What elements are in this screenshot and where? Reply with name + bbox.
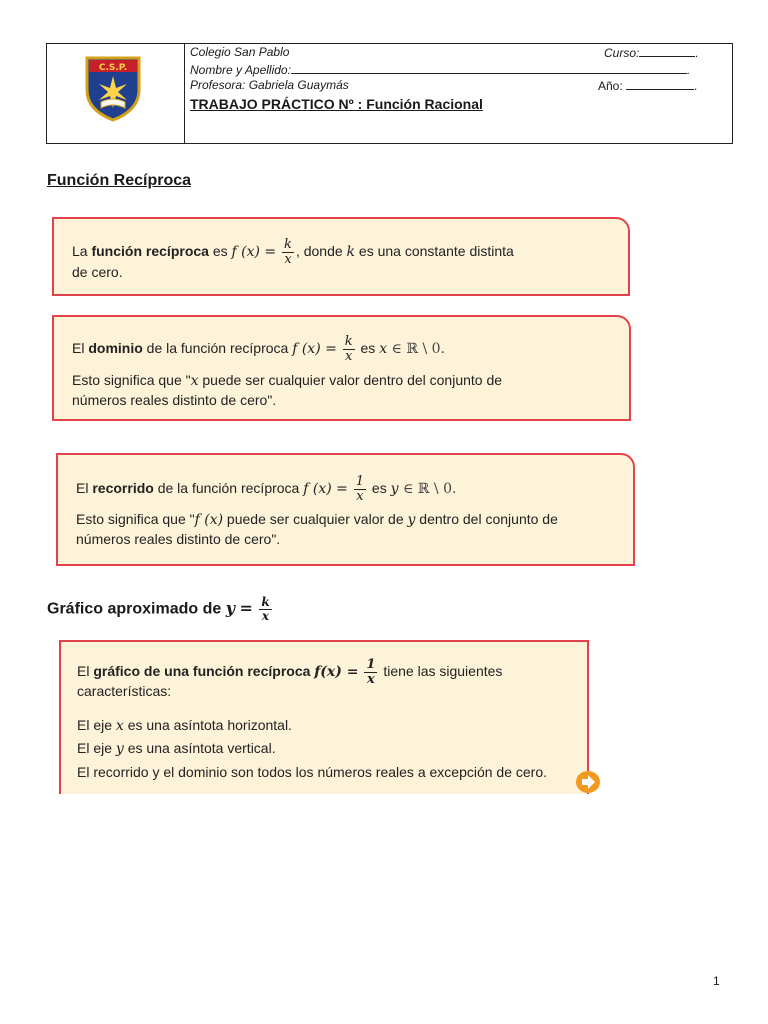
range-line-1: El recorrido de la función recíproca f (x) = $\frac{1}{x}$ es y ∈ ℝ \ 0.	[76, 474, 457, 504]
header-table	[46, 43, 733, 144]
section-heading-reciprocal: Función Recíproca	[47, 172, 192, 189]
course-blank	[639, 45, 695, 57]
school-logo	[83, 52, 143, 122]
course-field: Curso: .	[604, 46, 699, 60]
range-line-3: números reales distinto de cero".	[76, 531, 281, 547]
fraction-1-over-x: $\frac{1}{x}$	[366, 657, 376, 687]
name-blank	[291, 62, 687, 74]
fraction-k-over-x: $\frac{k}{x}$	[284, 237, 292, 267]
logo-lettering: C.S.P.	[98, 63, 128, 73]
range-line-2: Esto significa que "f (x) puede ser cualquier valor de y dentro del conjunto de	[76, 511, 558, 528]
domain-box	[52, 315, 631, 421]
arrow-right-icon	[576, 771, 600, 793]
teacher-name: Profesora: Gabriela Guaymás	[190, 78, 349, 92]
next-arrow-button[interactable]	[576, 771, 600, 793]
definition-line-2: de cero.	[72, 264, 123, 280]
domain-line-2: Esto significa que "x puede ser cualquier valor dentro del conjunto de	[72, 372, 503, 389]
definition-box	[52, 217, 630, 296]
year-blank	[626, 78, 694, 90]
school-name: Colegio San Pablo	[190, 45, 290, 59]
fraction-k-over-x: $\frac{k}{x}$	[344, 334, 353, 364]
graph-line-1: El gráfico de una función recíproca f(x) = $\frac{1}{x}$ tiene las siguientes	[77, 657, 503, 687]
range-box	[56, 453, 635, 566]
feature-horizontal-asymptote: El eje x es una asíntota horizontal.	[77, 717, 292, 734]
logo-cell	[47, 44, 185, 143]
page-number: 1	[713, 974, 720, 988]
section-heading-graph: Gráfico aproximado de y = $\frac{k}{x}$	[47, 595, 270, 623]
domain-line-3: números reales distinto de cero".	[72, 392, 277, 408]
worksheet-title: TRABAJO PRÁCTICO Nº : Función Racional	[190, 96, 483, 112]
feature-vertical-asymptote: El eje y es una asíntota vertical.	[77, 740, 276, 757]
definition-line-1: La función recíproca es f (x) = $\frac{k}{x}$ , donde k es una constante distinta	[72, 237, 514, 267]
name-field: Nombre y Apellido: .	[190, 63, 691, 77]
fraction-1-over-x: $\frac{1}{x}$	[355, 474, 365, 504]
graph-line-2: características:	[77, 683, 172, 699]
graph-features-box	[59, 640, 589, 794]
year-field: Año: .	[598, 79, 698, 93]
feature-domain-range: El recorrido y el dominio son todos los números reales a excepción de cero.	[77, 764, 548, 780]
domain-line-1: El dominio de la función recíproca f (x) = $\frac{k}{x}$ es x ∈ ℝ \ 0.	[72, 334, 445, 364]
fraction-k-over-x: $\frac{k}{x}$	[261, 595, 270, 623]
